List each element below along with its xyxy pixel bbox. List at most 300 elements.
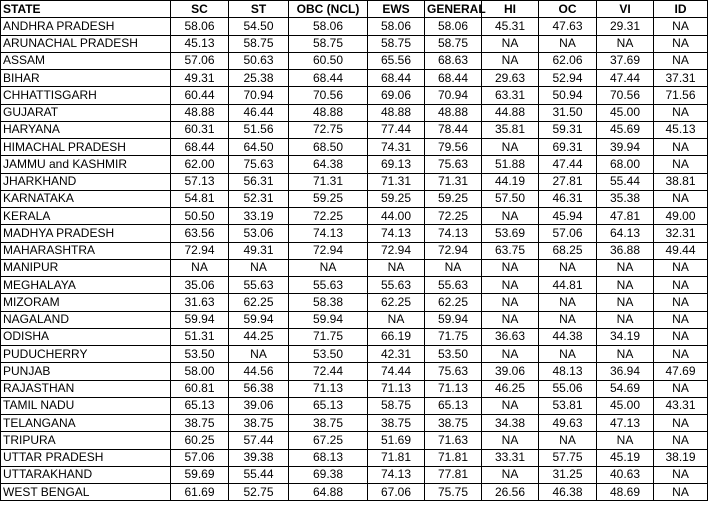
state-name-cell: UTTAR PRADESH <box>1 449 171 466</box>
value-cell: 62.00 <box>171 156 229 173</box>
value-cell: NA <box>229 259 289 276</box>
value-cell: 55.63 <box>289 277 368 294</box>
column-header: ST <box>229 1 289 18</box>
value-cell: NA <box>654 346 708 363</box>
value-cell: NA <box>539 294 597 311</box>
value-cell: 70.56 <box>597 87 654 104</box>
value-cell: 68.44 <box>425 70 482 87</box>
value-cell: 60.25 <box>171 432 229 449</box>
value-cell: 57.06 <box>171 449 229 466</box>
value-cell: 72.94 <box>289 242 368 259</box>
column-header: HI <box>482 1 539 18</box>
value-cell: 68.13 <box>289 449 368 466</box>
value-cell: 31.63 <box>171 294 229 311</box>
value-cell: 45.19 <box>597 449 654 466</box>
value-cell: 37.69 <box>597 52 654 69</box>
state-name-cell: CHHATTISGARH <box>1 87 171 104</box>
value-cell: 53.50 <box>289 346 368 363</box>
value-cell: 65.13 <box>289 397 368 414</box>
value-cell: NA <box>171 259 229 276</box>
value-cell: 66.19 <box>368 328 425 345</box>
value-cell: 64.13 <box>597 225 654 242</box>
value-cell: 40.63 <box>597 466 654 483</box>
value-cell: 47.81 <box>597 208 654 225</box>
value-cell: 39.38 <box>229 449 289 466</box>
state-name-cell: WEST BENGAL <box>1 484 171 501</box>
state-name-cell: ASSAM <box>1 52 171 69</box>
value-cell: 69.13 <box>368 156 425 173</box>
table-row <box>1 294 708 311</box>
value-cell: 27.81 <box>539 173 597 190</box>
value-cell: NA <box>482 466 539 483</box>
value-cell: NA <box>368 259 425 276</box>
table-row <box>1 259 708 276</box>
value-cell: NA <box>597 294 654 311</box>
value-cell: 63.75 <box>482 242 539 259</box>
value-cell: 58.06 <box>289 18 368 35</box>
value-cell: 37.31 <box>654 70 708 87</box>
value-cell: NA <box>654 52 708 69</box>
value-cell: 38.75 <box>425 415 482 432</box>
value-cell: 59.31 <box>539 121 597 138</box>
value-cell: 31.25 <box>539 466 597 483</box>
value-cell: 51.88 <box>482 156 539 173</box>
value-cell: 36.88 <box>597 242 654 259</box>
value-cell: 39.94 <box>597 139 654 156</box>
value-cell: 72.44 <box>289 363 368 380</box>
column-header: OBC (NCL) <box>289 1 368 18</box>
value-cell: 57.06 <box>171 52 229 69</box>
value-cell: NA <box>368 311 425 328</box>
table-row <box>1 139 708 156</box>
table-row <box>1 18 708 35</box>
value-cell: 48.88 <box>368 104 425 121</box>
value-cell: 38.75 <box>368 415 425 432</box>
value-cell: 53.69 <box>482 225 539 242</box>
value-cell: 48.69 <box>597 484 654 501</box>
state-name-cell: PUNJAB <box>1 363 171 380</box>
state-name-cell: TAMIL NADU <box>1 397 171 414</box>
value-cell: 58.75 <box>368 35 425 52</box>
table-header <box>1 1 708 18</box>
value-cell: 68.44 <box>289 70 368 87</box>
value-cell: 58.75 <box>229 35 289 52</box>
column-header-state: STATE <box>1 1 171 18</box>
value-cell: 69.31 <box>539 139 597 156</box>
value-cell: NA <box>654 328 708 345</box>
value-cell: 58.00 <box>171 363 229 380</box>
value-cell: NA <box>654 18 708 35</box>
value-cell: 62.06 <box>539 52 597 69</box>
state-name-cell: ANDHRA PRADESH <box>1 18 171 35</box>
value-cell: NA <box>482 277 539 294</box>
table-row <box>1 70 708 87</box>
value-cell: NA <box>597 311 654 328</box>
value-cell: 74.13 <box>368 225 425 242</box>
column-header: EWS <box>368 1 425 18</box>
value-cell: NA <box>597 432 654 449</box>
value-cell: 29.31 <box>597 18 654 35</box>
table-row <box>1 484 708 501</box>
value-cell: 71.13 <box>368 380 425 397</box>
value-cell: 33.31 <box>482 449 539 466</box>
value-cell: 52.31 <box>229 190 289 207</box>
value-cell: 49.00 <box>654 208 708 225</box>
value-cell: 53.81 <box>539 397 597 414</box>
value-cell: 61.69 <box>171 484 229 501</box>
value-cell: NA <box>654 104 708 121</box>
value-cell: 60.81 <box>171 380 229 397</box>
table-row <box>1 52 708 69</box>
value-cell: 42.31 <box>368 346 425 363</box>
value-cell: 65.13 <box>425 397 482 414</box>
value-cell: 54.69 <box>597 380 654 397</box>
state-name-cell: ARUNACHAL PRADESH <box>1 35 171 52</box>
value-cell: 72.25 <box>289 208 368 225</box>
value-cell: NA <box>425 259 482 276</box>
table-row <box>1 277 708 294</box>
value-cell: 74.13 <box>425 225 482 242</box>
value-cell: 65.13 <box>171 397 229 414</box>
value-cell: 38.75 <box>229 415 289 432</box>
table-row <box>1 449 708 466</box>
value-cell: 25.38 <box>229 70 289 87</box>
value-cell: 55.63 <box>368 277 425 294</box>
value-cell: 71.31 <box>368 173 425 190</box>
value-cell: 74.13 <box>368 466 425 483</box>
value-cell: 50.50 <box>171 208 229 225</box>
value-cell: 75.63 <box>425 363 482 380</box>
value-cell: NA <box>597 346 654 363</box>
table-row <box>1 380 708 397</box>
value-cell: 60.31 <box>171 121 229 138</box>
value-cell: 59.25 <box>368 190 425 207</box>
state-name-cell: HIMACHAL PRADESH <box>1 139 171 156</box>
state-name-cell: ODISHA <box>1 328 171 345</box>
value-cell: NA <box>539 259 597 276</box>
value-cell: NA <box>654 432 708 449</box>
table-row <box>1 242 708 259</box>
value-cell: 44.81 <box>539 277 597 294</box>
value-cell: 64.50 <box>229 139 289 156</box>
value-cell: 48.88 <box>425 104 482 121</box>
value-cell: 70.94 <box>229 87 289 104</box>
value-cell: 71.81 <box>425 449 482 466</box>
value-cell: NA <box>654 259 708 276</box>
state-name-cell: KERALA <box>1 208 171 225</box>
state-name-cell: MANIPUR <box>1 259 171 276</box>
value-cell: 62.25 <box>425 294 482 311</box>
value-cell: 52.75 <box>229 484 289 501</box>
value-cell: 71.81 <box>368 449 425 466</box>
table-row <box>1 397 708 414</box>
value-cell: 72.75 <box>289 121 368 138</box>
value-cell: 55.06 <box>539 380 597 397</box>
value-cell: 45.13 <box>171 35 229 52</box>
value-cell: 34.19 <box>597 328 654 345</box>
value-cell: 59.25 <box>425 190 482 207</box>
table-row <box>1 173 708 190</box>
value-cell: 50.63 <box>229 52 289 69</box>
value-cell: 58.75 <box>289 35 368 52</box>
value-cell: 68.50 <box>289 139 368 156</box>
value-cell: 47.44 <box>597 70 654 87</box>
value-cell: 62.25 <box>368 294 425 311</box>
value-cell: NA <box>597 277 654 294</box>
value-cell: NA <box>289 259 368 276</box>
value-cell: 70.94 <box>425 87 482 104</box>
value-cell: 68.44 <box>368 70 425 87</box>
value-cell: 72.94 <box>368 242 425 259</box>
value-cell: NA <box>654 466 708 483</box>
value-cell: 48.88 <box>171 104 229 121</box>
value-cell: 58.06 <box>368 18 425 35</box>
value-cell: NA <box>654 35 708 52</box>
value-cell: 35.81 <box>482 121 539 138</box>
column-header: OC <box>539 1 597 18</box>
value-cell: 57.50 <box>482 190 539 207</box>
state-name-cell: MEGHALAYA <box>1 277 171 294</box>
value-cell: 68.25 <box>539 242 597 259</box>
value-cell: 33.19 <box>229 208 289 225</box>
value-cell: 63.31 <box>482 87 539 104</box>
value-cell: 49.63 <box>539 415 597 432</box>
value-cell: 68.44 <box>171 139 229 156</box>
value-cell: 44.00 <box>368 208 425 225</box>
value-cell: 57.13 <box>171 173 229 190</box>
table-row <box>1 415 708 432</box>
value-cell: 46.38 <box>539 484 597 501</box>
value-cell: 50.94 <box>539 87 597 104</box>
value-cell: 71.13 <box>289 380 368 397</box>
value-cell: 32.31 <box>654 225 708 242</box>
value-cell: 71.31 <box>425 173 482 190</box>
value-cell: NA <box>482 208 539 225</box>
value-cell: 74.44 <box>368 363 425 380</box>
value-cell: 71.13 <box>425 380 482 397</box>
value-cell: 53.06 <box>229 225 289 242</box>
value-cell: NA <box>654 484 708 501</box>
value-cell: 48.88 <box>289 104 368 121</box>
value-cell: 36.63 <box>482 328 539 345</box>
value-cell: NA <box>654 139 708 156</box>
column-header: VI <box>597 1 654 18</box>
table-row <box>1 328 708 345</box>
value-cell: 74.31 <box>368 139 425 156</box>
value-cell: 72.94 <box>171 242 229 259</box>
value-cell: 71.56 <box>654 87 708 104</box>
table-row <box>1 87 708 104</box>
value-cell: 71.63 <box>425 432 482 449</box>
value-cell: 60.50 <box>289 52 368 69</box>
value-cell: 59.25 <box>289 190 368 207</box>
value-cell: 34.38 <box>482 415 539 432</box>
value-cell: 46.31 <box>539 190 597 207</box>
value-cell: NA <box>654 190 708 207</box>
value-cell: 57.06 <box>539 225 597 242</box>
value-cell: 55.44 <box>229 466 289 483</box>
state-name-cell: BIHAR <box>1 70 171 87</box>
value-cell: 62.25 <box>229 294 289 311</box>
value-cell: 56.38 <box>229 380 289 397</box>
value-cell: NA <box>654 156 708 173</box>
value-cell: 59.94 <box>171 311 229 328</box>
value-cell: 38.81 <box>654 173 708 190</box>
value-cell: 38.19 <box>654 449 708 466</box>
table-row <box>1 466 708 483</box>
value-cell: NA <box>482 35 539 52</box>
value-cell: NA <box>539 35 597 52</box>
value-cell: 45.00 <box>597 397 654 414</box>
value-cell: NA <box>482 346 539 363</box>
table-row <box>1 363 708 380</box>
value-cell: 59.94 <box>425 311 482 328</box>
value-cell: 49.31 <box>229 242 289 259</box>
value-cell: 52.94 <box>539 70 597 87</box>
state-name-cell: PUDUCHERRY <box>1 346 171 363</box>
value-cell: 67.25 <box>289 432 368 449</box>
value-cell: 56.31 <box>229 173 289 190</box>
value-cell: 72.94 <box>425 242 482 259</box>
value-cell: 59.94 <box>289 311 368 328</box>
value-cell: 71.75 <box>425 328 482 345</box>
state-name-cell: TRIPURA <box>1 432 171 449</box>
column-header: GENERAL <box>425 1 482 18</box>
value-cell: 43.31 <box>654 397 708 414</box>
value-cell: 58.75 <box>368 397 425 414</box>
value-cell: NA <box>597 35 654 52</box>
value-cell: 55.63 <box>229 277 289 294</box>
value-cell: NA <box>482 397 539 414</box>
state-name-cell: MADHYA PRADESH <box>1 225 171 242</box>
value-cell: 78.44 <box>425 121 482 138</box>
value-cell: 79.56 <box>425 139 482 156</box>
state-name-cell: UTTARAKHAND <box>1 466 171 483</box>
value-cell: 58.06 <box>425 18 482 35</box>
value-cell: 71.75 <box>289 328 368 345</box>
value-cell: 39.06 <box>229 397 289 414</box>
value-cell: 54.50 <box>229 18 289 35</box>
value-cell: 58.06 <box>171 18 229 35</box>
value-cell: 51.56 <box>229 121 289 138</box>
value-cell: NA <box>539 432 597 449</box>
value-cell: 45.94 <box>539 208 597 225</box>
value-cell: NA <box>597 259 654 276</box>
state-name-cell: MAHARASHTRA <box>1 242 171 259</box>
state-name-cell: TELANGANA <box>1 415 171 432</box>
value-cell: NA <box>482 432 539 449</box>
header-row <box>1 1 708 18</box>
value-cell: NA <box>654 380 708 397</box>
column-header: ID <box>654 1 708 18</box>
table-row <box>1 346 708 363</box>
value-cell: 45.69 <box>597 121 654 138</box>
value-cell: 26.56 <box>482 484 539 501</box>
value-cell: 54.81 <box>171 190 229 207</box>
value-cell: 68.00 <box>597 156 654 173</box>
value-cell: 77.81 <box>425 466 482 483</box>
value-cell: 75.63 <box>425 156 482 173</box>
value-cell: 44.38 <box>539 328 597 345</box>
table-row <box>1 190 708 207</box>
value-cell: 45.00 <box>597 104 654 121</box>
value-cell: 45.31 <box>482 18 539 35</box>
value-cell: NA <box>229 346 289 363</box>
state-name-cell: HARYANA <box>1 121 171 138</box>
value-cell: 70.56 <box>289 87 368 104</box>
value-cell: 53.50 <box>425 346 482 363</box>
state-name-cell: JHARKHAND <box>1 173 171 190</box>
value-cell: 39.06 <box>482 363 539 380</box>
value-cell: 57.44 <box>229 432 289 449</box>
value-cell: NA <box>482 139 539 156</box>
value-cell: NA <box>539 346 597 363</box>
table-row <box>1 156 708 173</box>
value-cell: 51.31 <box>171 328 229 345</box>
value-cell: 51.69 <box>368 432 425 449</box>
table-row <box>1 225 708 242</box>
value-cell: 59.94 <box>229 311 289 328</box>
value-cell: 55.63 <box>425 277 482 294</box>
value-cell: 38.75 <box>171 415 229 432</box>
state-name-cell: NAGALAND <box>1 311 171 328</box>
value-cell: 77.44 <box>368 121 425 138</box>
value-cell: 49.31 <box>171 70 229 87</box>
value-cell: 69.06 <box>368 87 425 104</box>
value-cell: NA <box>482 294 539 311</box>
table-row <box>1 432 708 449</box>
value-cell: 55.44 <box>597 173 654 190</box>
table-row <box>1 121 708 138</box>
value-cell: 63.56 <box>171 225 229 242</box>
state-name-cell: MIZORAM <box>1 294 171 311</box>
value-cell: NA <box>482 311 539 328</box>
value-cell: 49.44 <box>654 242 708 259</box>
value-cell: NA <box>482 259 539 276</box>
value-cell: NA <box>654 415 708 432</box>
table-body <box>1 18 708 501</box>
state-name-cell: JAMMU and KASHMIR <box>1 156 171 173</box>
value-cell: 75.63 <box>229 156 289 173</box>
value-cell: 31.50 <box>539 104 597 121</box>
value-cell: 68.63 <box>425 52 482 69</box>
table-row <box>1 104 708 121</box>
value-cell: 44.56 <box>229 363 289 380</box>
state-name-cell: RAJASTHAN <box>1 380 171 397</box>
state-name-cell: GUJARAT <box>1 104 171 121</box>
state-name-cell: KARNATAKA <box>1 190 171 207</box>
value-cell: 71.31 <box>289 173 368 190</box>
value-cell: 44.88 <box>482 104 539 121</box>
value-cell: 29.63 <box>482 70 539 87</box>
value-cell: 38.75 <box>289 415 368 432</box>
value-cell: 59.69 <box>171 466 229 483</box>
value-cell: NA <box>654 277 708 294</box>
value-cell: 47.13 <box>597 415 654 432</box>
value-cell: 60.44 <box>171 87 229 104</box>
value-cell: NA <box>654 294 708 311</box>
value-cell: 47.44 <box>539 156 597 173</box>
table-row <box>1 208 708 225</box>
value-cell: 75.75 <box>425 484 482 501</box>
value-cell: NA <box>654 311 708 328</box>
value-cell: 36.94 <box>597 363 654 380</box>
value-cell: 53.50 <box>171 346 229 363</box>
value-cell: 45.13 <box>654 121 708 138</box>
value-cell: 47.69 <box>654 363 708 380</box>
table-row <box>1 311 708 328</box>
value-cell: NA <box>482 52 539 69</box>
